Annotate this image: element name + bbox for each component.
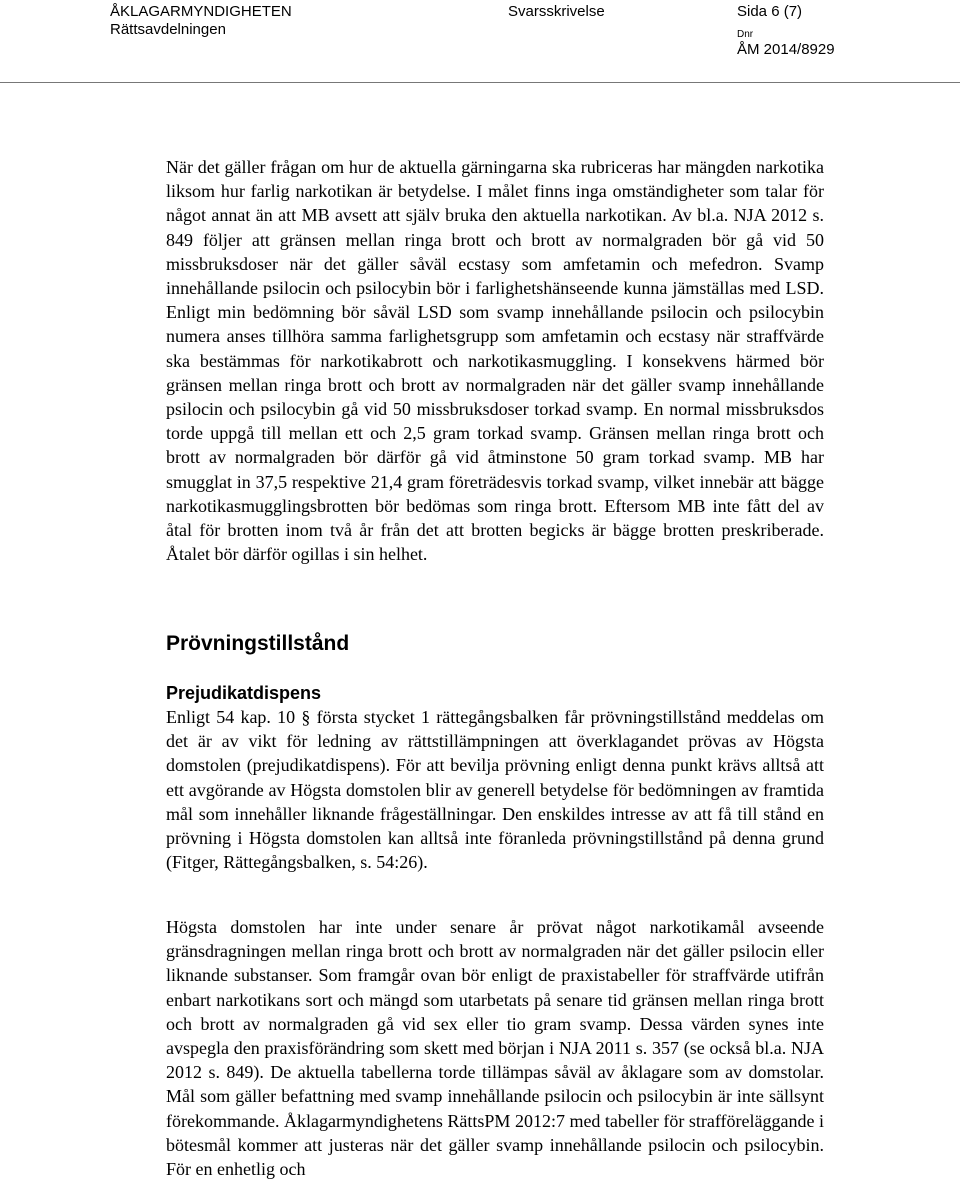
header-dnr: ÅM 2014/8929 bbox=[737, 41, 835, 58]
header-divider bbox=[0, 82, 960, 83]
subsection-heading: Prejudikatdispens bbox=[166, 683, 322, 703]
header-doc-type: Svarsskrivelse bbox=[508, 3, 605, 20]
header-org: ÅKLAGARMYNDIGHETEN bbox=[110, 3, 292, 20]
header-unit: Rättsavdelningen bbox=[110, 21, 226, 38]
paragraph-rubricering: När det gäller frågan om hur de aktuella gärningarna ska rubriceras har mängden narkotika liksom hur farlig narkotikan är betydelse. I målet finns inga omständigheter som talar för något annat än att MB avsett att själv bruka den aktuella narkotikan. Av bl.a. NJA 2012 s. 849 följer att gränsen mellan ringa brott och brott av normalgraden bör gå vid 50 missbruksdoser när det gäller såväl ecstasy som amfetamin och mefedron. Svamp innehållande psilocin och psilocybin bör i farlighetshänseende kunna jämställas med LSD. Enligt min bedömning bör såväl LSD som svamp innehållande psilocin och psilocybin numera anses tillhöra samma farlighetsgrupp som amfetamin och ecstasy när straffvärde ska bestämmas för narkotikabrott och narkotikasmuggling. I konsekvens härmed bör gränsen mellan ringa brott och brott av normalgraden när det gäller svamp innehållande psilocin och psilocybin gå vid 50 missbruksdoser torkad svamp. En normal missbruksdos torde uppgå till mellan ett och 2,5 gram torkad svamp. Gränsen mellan ringa brott och brott av normalgraden bör därför gå vid åtminstone 50 gram torkad svamp. MB har smugglat in 37,5 respektive 21,4 gram företrädesvis torkad svamp, vilket innebär att bägge narkotikasmugglingsbrotten bör bedömas som ringa brott. Eftersom MB inte fått del av åtal för brotten inom två år från det att brotten begicks är bägge brotten preskriberade. Åtalet bör därför ogillas i sin helhet. bbox=[166, 157, 824, 565]
header-page-number: Sida 6 (7) bbox=[737, 3, 803, 20]
paragraph-prejudikatdispens: Enligt 54 kap. 10 § första stycket 1 rättegångsbalken får prövningstillstånd meddelas om det är av vikt för ledning av rättstillämpningen att överklagandet prövas av Högsta domstolen (prejudikatdispens). För att bevilja prövning enligt denna punkt krävs alltså att ett avgörande av Högsta domstolen blir av generell betydelse för bedömningen av framtida mål som innehåller liknande frågeställningar. Den enskildes intresse av att få till stånd en prövning i Högsta domstolen kan alltså inte föranleda prövningstillstånd på denna grund (Fitger, Rättegångsbalken, s. 54:26). bbox=[166, 707, 824, 873]
section-heading: Prövningstillstånd bbox=[166, 632, 350, 655]
header-dnr-label: Dnr bbox=[737, 29, 754, 40]
paragraph-praxis: Högsta domstolen har inte under senare år prövat något narkotikamål avseende gränsdragningen mellan ringa brott och brott av normalgraden när det gäller psilocin eller liknande substanser. Som framgår ovan bör enligt de praxistabeller för straffvärde utifrån enbart narkotikans sort och mängd som utarbetats på senare tid gränsen mellan ringa brott och brott av normalgraden gå vid sex eller tio gram svamp. Dessa värden synes inte avspegla den praxisförändring som skett med början i NJA 2011 s. 357 (se också bl.a. NJA 2012 s. 849). De aktuella tabellerna torde tillämpas såväl av åklagare som av domstolar. Mål som gäller befattning med svamp innehållande psilocin och psilocybin är inte sällsynt förekommande. Åklagarmyndighetens RättsPM 2012:7 med tabeller för strafföreläggande i bötesmål kommer att justeras när det gäller svamp innehållande psilocin och psilocybin. För en enhetlig och bbox=[166, 917, 824, 1180]
